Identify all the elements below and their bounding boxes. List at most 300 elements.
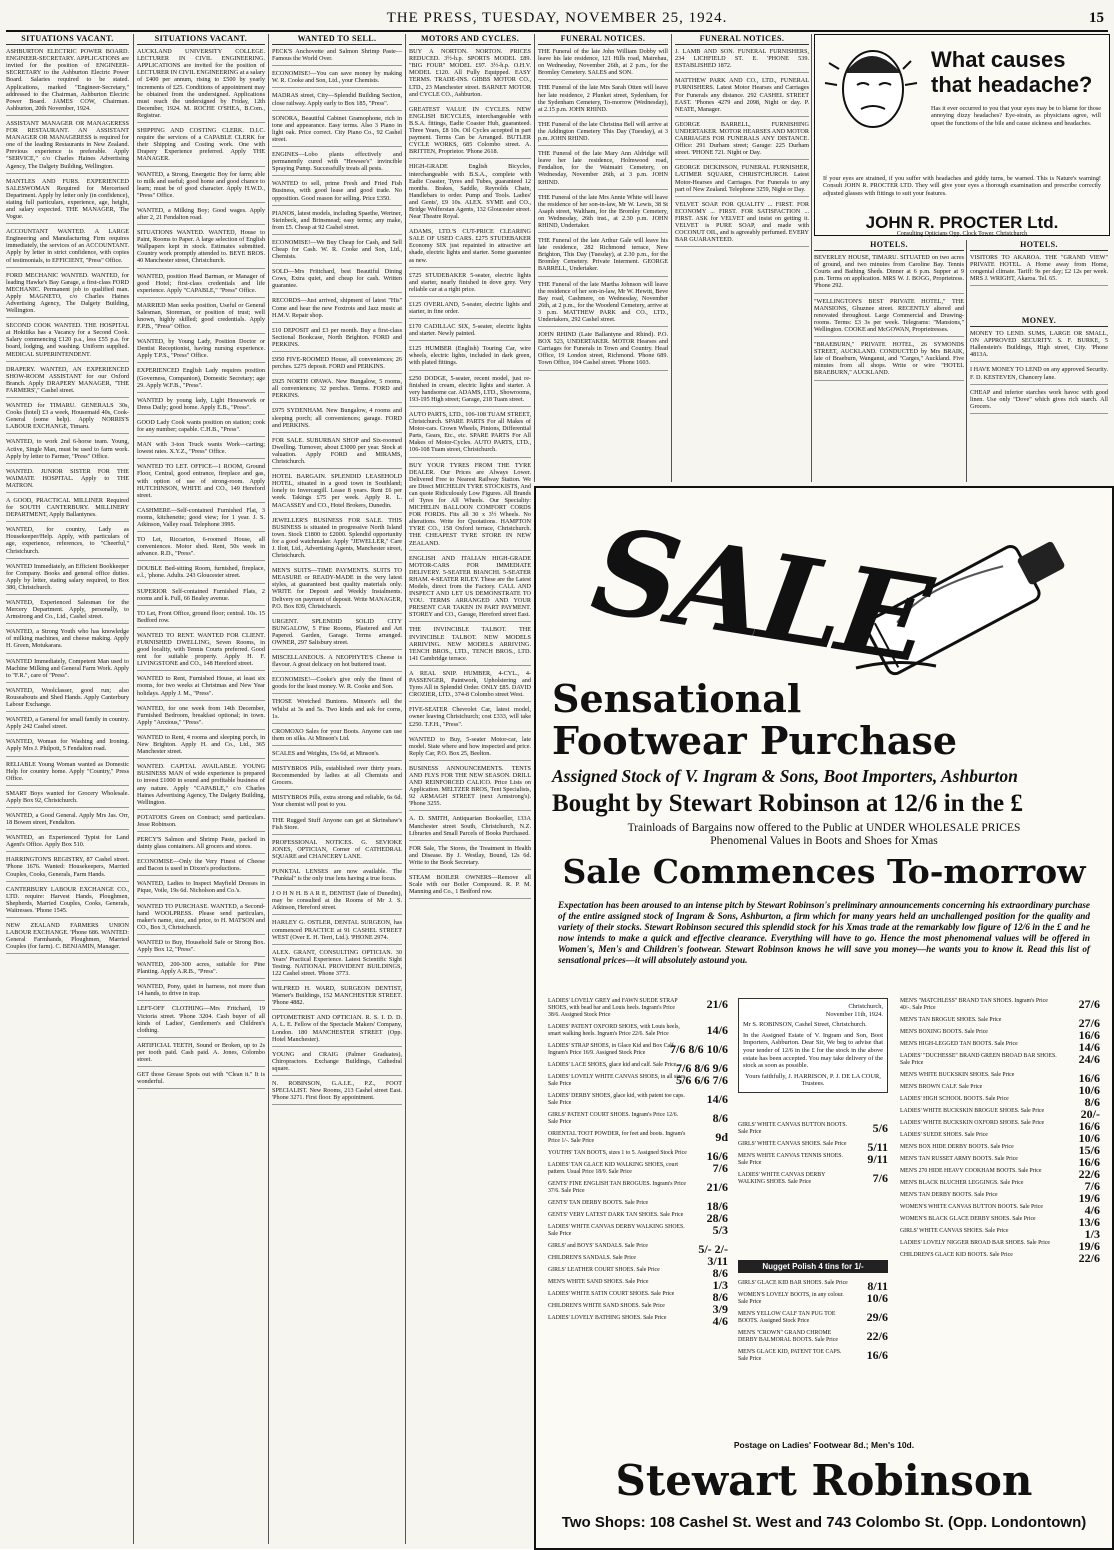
- item-price: 22/6: [1078, 1167, 1100, 1181]
- stewart-robinson-sale-ad: [534, 486, 1114, 1550]
- item-description: MEN'S GLACE KID, PATENT TOE CAPS. Sale Price: [738, 1349, 842, 1362]
- price-list-item: [900, 1053, 1100, 1067]
- letter-body: In the Assigned Estate of V. Ingram and Son, Boot Importers, Ashburton. Dear Sir, We beg to advise that your tender of 12/6 in the £ for the stock in the above estate has been accepted. You may take delivery of the stock as soon as possible.: [743, 1031, 883, 1070]
- sale-commences-heading: Sale Commences To-morrow: [562, 852, 1086, 891]
- classified-ad: NEW ZEALAND FARMERS UNION LABOUR EXCHANGE. 'Phone 686. WANTED: General Farmhands, Ploughmen, Married Couples (for farm). C. BENJAMIN, Manager.: [6, 922, 129, 954]
- classified-ad: ECONOMISE!—Cooke's give only the finest of goods for the least money. W. R. Cooke and Son.: [272, 676, 402, 694]
- price-list-item: [900, 1095, 1100, 1109]
- procter-address: Consulting Opticians Opp. Clock Tower, Christchurch: [896, 231, 1028, 237]
- item-description: LADIES' LACE SHOES, glace kid and calf. Sale Price: [548, 1062, 677, 1068]
- classified-ad: WANTED, Ladies to Inspect Mayfield Dresses in Pique, Voile, 19s 6d. Nicholson and Co.'s.: [137, 880, 265, 898]
- column-funeral-notices-1: [538, 34, 668, 480]
- item-description: GENTS' TAN DERBY BOOTS. Sale Price: [548, 1200, 649, 1206]
- column-heading: HOTELS.: [814, 240, 964, 251]
- item-description: LADIES' WHITE CANVAS DERBY WALKING SHOES. Sale Price: [548, 1224, 685, 1237]
- item-price: 16/6: [706, 1149, 728, 1163]
- classified-ad: ENGINES—Lobo plants effectively and permanently cured with "Hewsee's" invincible Spraying Pump. Successfully treats all pests.: [272, 151, 402, 176]
- item-description: LADIES' "DUCHESSE" BRAND GREEN BROAD BAR SHOES. Sale Price: [900, 1053, 1057, 1066]
- item-description: MEN'S "MATCHLESS" BRAND TAN SHOES. Ingram's Price 40/-. Sale Price: [900, 998, 1048, 1011]
- item-description: MEN'S BOX HIDE DERBY BOOTS. Sale Price: [900, 1144, 1014, 1150]
- item-description: LADIES' TAN GLACE KID WALKING SHOES, court pattern. Usual Price 18/9. Sale Price: [548, 1162, 678, 1175]
- item-price: 8/11: [867, 1279, 888, 1293]
- masthead-title: THE PRESS, TUESDAY, NOVEMBER 25, 1924.: [386, 10, 728, 26]
- column-rule: [811, 34, 812, 482]
- sale-headline: [552, 678, 957, 762]
- classified-list: [538, 48, 668, 370]
- column-heading: HOTELS.: [970, 240, 1108, 251]
- column-rule: [671, 34, 672, 482]
- price-list-item: [548, 1162, 728, 1176]
- item-price: 16/6: [1078, 1028, 1100, 1042]
- price-list-item: [900, 1167, 1100, 1181]
- trainloads-text: [536, 822, 1112, 848]
- item-price: 10/6: [1078, 1131, 1100, 1145]
- price-list-item: [548, 1266, 728, 1280]
- classified-ad: WANTED. JUNIOR SISTER FOR THE WAIMATE HOSPITAL. Apply to THE MATRON.: [6, 468, 129, 493]
- item-description: MEN'S YELLOW CALF TAN PUG TOE BOOTS. Assigned Stock Price: [738, 1311, 836, 1324]
- classified-ad: THE Funeral of the late Mary Ann Aldridge will leave her late residence, Holmwood road, Fendalton, for the Waimairi Cemetery, on Wednesday, November 26th, at 3 p.m. JOHN RHIND.: [538, 150, 668, 189]
- item-price: 4/6: [1084, 1203, 1100, 1217]
- price-list-middle: [738, 1122, 888, 1191]
- classified-ad: THOSE Wretched Bunions. Minson's sell the Whilst at 3s and 5s. Two kinds and ask for corns, 1s.: [272, 698, 402, 723]
- classified-ad: PUNKTAL LENSES are now available. The "Punktal" is the only true lens having a true focus.: [272, 868, 402, 886]
- classified-ad: ALEX. GRANT, CONSULTING OPTICIAN. 30 Years' Practical Experience. Latest Scientific Sight Testing. NATIONAL PROVIDENT BUILDINGS, 122 Cashel street. 'Phone 3773.: [272, 949, 402, 981]
- column-rule: [133, 34, 134, 1544]
- column-rule: [268, 34, 269, 1544]
- price-list-item: [900, 1227, 1100, 1241]
- classified-ad: PERCY'S Salmon and Shrimp Paste, packed in dainty glass containers. All grocers and stores.: [137, 836, 265, 854]
- classified-ad: WANTED TO RENT. WANTED FOR CLIENT. FURNISHED DWELLING, Seven Rooms, in good locality, with Tennis Courts preferred. Good rent for suitable property. Apply H. F. LIVINGSTONE and CO., 148 Hereford street.: [137, 632, 265, 671]
- price-list-item: [548, 1043, 728, 1057]
- classified-ad: WANTED for TIMARU. GENERALS 30s, Cooks (hotel) £3 a week, Housemaid 40s, Cook-General (some help). Apply NORRIS'S LABOUR EXCHANGE, Timaru.: [6, 402, 129, 434]
- item-description: LADIES' LOVELY GREY and FAWN SUEDE STRAP SHOES, with bead bar and Louis heels. Ingram's Price 38/6. Assigned Stock Price: [548, 998, 678, 1018]
- headache-headline: What causes that headache?: [931, 47, 1093, 97]
- item-description: LADIES' SUEDE SHOES. Sale Price: [900, 1132, 988, 1138]
- classified-list: [409, 48, 531, 899]
- classified-ad: WANTED to Rent, 4 rooms and sleeping porch, in New Brighton. Apply H. and Co., Ltd., 365 Manchester street.: [137, 734, 265, 759]
- item-price: 7/6: [712, 1161, 728, 1175]
- item-description: GIRLS' PATENT COURT SHOES. Ingram's Price 12/6. Sale Price: [548, 1112, 679, 1125]
- price-list-item: [548, 1254, 728, 1268]
- masthead: [6, 8, 1108, 32]
- price-list-item: [900, 998, 1100, 1012]
- item-price: 4/6: [712, 1314, 728, 1328]
- classified-ad: MADRAS street, City—Splendid Building Section, close railway. Apply early to Box 185, "Press".: [272, 92, 402, 110]
- price-list-item: [900, 1251, 1100, 1265]
- classified-ad: £10 DEPOSIT and £3 per month. Buy a first-class Sectional Bookcase, North Brighton. FORD and PERKINS.: [272, 327, 402, 352]
- classified-ad: ACCOUNTANT WANTED. A LARGE Engineering and Manufacturing Firm requires immediately, the services of an ACCOUNTANT. Apply by letter in strict confidence, with copies of testimonials, to EFFICIENT, "Press" Office.: [6, 228, 129, 267]
- classified-ad: POTATOES Green on Contract; send particulars. Jesse Robinson.: [137, 814, 265, 832]
- price-list-item: [548, 1302, 728, 1316]
- item-price: 5/6: [872, 1121, 888, 1135]
- classified-ad: GET those Grease Spots out with "Clean it." It is wonderful.: [137, 1071, 265, 1089]
- price-list-item: [738, 1153, 888, 1167]
- classified-ad: MAN with 3-ton Truck wants Work—carting; lowest rates. X.Y.Z., "Press" Office.: [137, 441, 265, 459]
- item-description: LADIES' HIGH SCHOOL BOOTS. Sale Price: [900, 1096, 1009, 1102]
- item-description: LADIES' LOVELY WHITE CANVAS SHOES, in all sizes. Sale Price: [548, 1074, 687, 1087]
- item-description: WOMEN'S LOVELY BOOTS, in any colour. Sale Price: [738, 1292, 844, 1305]
- classified-ad: MISTYBROS Pills, established over thirty years. Recommended by ladies at all Chemists and Grocers.: [272, 765, 402, 790]
- classified-ad: WANTED, a Milking Boy; Good wages. Apply after 2, 21 Fendalton road.: [137, 207, 265, 225]
- item-price: 16/6: [1078, 1119, 1100, 1133]
- item-description: GIRLS' WHITE CANVAS SHOES. Sale Price: [900, 1228, 1009, 1234]
- classified-list: [272, 48, 402, 1105]
- column-money: [970, 316, 1108, 482]
- price-list-item: [900, 1143, 1100, 1157]
- classified-ad: £125 OVERLAND, 5-seater, electric lights and starter, in fine order.: [409, 301, 531, 319]
- item-description: MEN'S BOXING BOOTS. Sale Price: [900, 1029, 988, 1035]
- column-rule: [966, 240, 967, 482]
- item-price: 21/6: [706, 1180, 728, 1194]
- classified-ad: £125 HUMBER (English) Touring Car, wire wheels, electric lights, included in dark green, with plated fittings.: [409, 345, 531, 370]
- item-description: MEN'S WHITE SAND SHOES. Sale Price: [548, 1279, 649, 1285]
- column-situations-vacant-1: [6, 34, 129, 1542]
- headache-face-illustration: [821, 43, 921, 135]
- item-price: 29/6: [866, 1310, 888, 1324]
- price-list-item: [900, 1119, 1100, 1133]
- classified-ad: WANTED, to work 2nd 6-horse team. Young, Active, Single Man, must be used to farm work. Apply by letter to Farmer, "Press" Office.: [6, 438, 129, 463]
- item-description: LADIES' WHITE BUCKSKIN BROGUE SHOES. Sale Price: [900, 1108, 1045, 1114]
- classified-list: [6, 48, 129, 954]
- item-price: 5/6 6/6 7/6: [675, 1073, 728, 1087]
- procter-firm-name: JOHN R. PROCTER Ltd.: [865, 213, 1059, 232]
- column-wanted-to-sell: [272, 34, 402, 1542]
- item-description: MEN'S WHITE BUCKSKIN SHOES. Sale Price: [900, 1072, 1015, 1078]
- item-description: MEN'S WHITE CANVAS TENNIS SHOES. Sale Price: [738, 1153, 843, 1166]
- price-list-left: [548, 998, 728, 1327]
- classified-list: [675, 48, 809, 247]
- item-description: MEN'S TAN BROGUE SHOES. Sale Price: [900, 1017, 1002, 1023]
- assigned-stock-line: Assigned Stock of V. Ingram & Sons, Boot Importers, Ashburton: [552, 766, 1018, 786]
- classified-ad: AUTO PARTS, LTD., 106-108 TUAM STREET, Christchurch. SPARE PARTS For all Makes of Motor-cars. Crown Wheels, Pinions, Differential Parts, Gears, Etc., etc. SPARE PARTS For All Makes of Motor-Cycles. AUTO PARTS, LTD., 106-108 Tuam street, Christchurch.: [409, 411, 531, 458]
- item-price: 8/6: [1084, 1095, 1100, 1109]
- stewart-robinson-name: Stewart Robinson: [615, 1456, 1033, 1505]
- classified-ad: FOR SALE. SUBURBAN SHOP and Six-roomed Dwelling. Turnover, about £3000 per year. Stock at valuation. Apply FORD and MIRAMS, Christchurch.: [272, 437, 402, 469]
- classified-ad: A. D. SMITH, Antiquarian Bookseller, 133A Manchester street South, Christchurch, N.Z. Libraries and Small Parcels of Books Purchased.: [409, 815, 531, 840]
- classified-ad: RECORDS—Just arrived, shipment of latest "His" Come and hear the new Foxtrots and Jazz music at H.M.V. Repair shop.: [272, 297, 402, 322]
- item-description: LADIES' DERBY SHOES, glace kid, with patent toe caps. Sale Price: [548, 1093, 685, 1106]
- classified-ad: SITUATIONS WANTED. WANTED, House to Paint, Rooms to Paper. A large selection of English Wallpapers kept in stock. Estimates submitted. Country work promptly attended to. BEYE BROS. 40 Manchester street, Christchurch.: [137, 229, 265, 268]
- price-list-item: [548, 998, 728, 1019]
- classified-ad: FOR Sale, The Stores, the Treatment in Health and Disease. By J. Westlay, Bound, 12s 6d. Write to the Book Secretary.: [409, 845, 531, 870]
- classified-ad: HARRINGTON'S REGISTRY, 87 Cashel street. 'Phone 1676. Wanted: Housekeepers, Married Couples, Cooks, Generals, Farm Hands.: [6, 856, 129, 881]
- item-description: WOMEN'S BLACK GLACE DERBY SHOES. Sale Price: [900, 1216, 1036, 1222]
- item-price: 7/6 8/6 10/6: [669, 1042, 728, 1056]
- column-heading: WANTED TO SELL.: [272, 34, 402, 45]
- item-price: 16/6: [1078, 1155, 1100, 1169]
- item-description: LADIES' WHITE SATIN COURT SHOES. Sale Price: [548, 1291, 675, 1297]
- classified-ad: MISCELLANEOUS. A NEOPHYTE'S Cheese is flavour. A great delicacy on hot buttered toast.: [272, 654, 402, 672]
- classified-ad: JEWELLER'S BUSINESS FOR SALE. THIS BUSINESS is situated in progressive North Island town. Stock £1800 to £2000. Splendid opportunity for a good watchmaker. Apply "JEWELLER," Care J. Ilott, Ltd., Advertising Agents, Manchester street, Christchurch.: [272, 517, 402, 564]
- headline-line-2: Footwear Purchase: [552, 718, 958, 763]
- price-list-item: [900, 1071, 1100, 1085]
- item-description: GIRLS' WHITE CANVAS BUTTON BOOTS. Sale Price: [738, 1122, 848, 1135]
- classified-ad: ADAMS, LTD.'S CUT-PRICE CLEARING SALE OF USED CARS. £275 STUDEBAKER Economy SIX just repainted in attractive art shade, electric lights and starter. Some guarantee as new.: [409, 228, 531, 267]
- classified-ad: HIGH-GRADE English Bicycles, interchangeable with B.S.A., complete with Eadie Coaster, Tyres and Tubes, guaranteed 12 months. Brakes, Saddle, Reynolds Chain, Handlebars to order. Pump and Tools. Ladies' and Gents', £9 10s. ALEX. SYME and CO., Bridge Wolferstan Agents, 132 Gloucester street. Near Theatre Royal.: [409, 163, 531, 224]
- classified-list: [970, 330, 1108, 414]
- item-description: GIRLS' LEATHER COURT SHOES. Sale Price: [548, 1267, 660, 1273]
- item-price: 20/-: [1080, 1107, 1100, 1121]
- column-rule: [405, 34, 406, 1544]
- price-list-item: [900, 1016, 1100, 1030]
- classified-ad: CASHMERE—Self-contained Furnished Flat, 3 rooms, kitchenette; good view; for 1 year. J. S. Atkinson, Valley road. Telephone 3995.: [137, 507, 265, 532]
- price-list-item: [738, 1279, 888, 1293]
- item-price: 5/- 2/-: [698, 1242, 728, 1256]
- item-description: LADIES' LOVELY NIGGER BROAD BAR SHOES. Sale Price: [900, 1240, 1050, 1246]
- item-description: GENTS' FINE ENGLISH TAN BROGUES. Ingram's Price 37/6. Sale Price: [548, 1181, 686, 1194]
- classified-ad: THE Funeral of the late Arthur Gale will leave his late residence, 282 Richmond terrace, New Brighton, This Day (Tuesday), at 2.30 p.m., for the Bromley Cemetery. Private Interment. GEORGE BARRELL, Undertaker.: [538, 237, 668, 276]
- classified-ad: "BRAEBURN," PRIVATE HOTEL, 26 SYMONDS STREET, AUCKLAND. CONDUCTED by Mrs BRAIK, late of Braeburn, Wanganui, and "Carges," Auckland. Five minutes from all shops. Write or wire "HOTEL BRAEBURN," AUCKLAND.: [814, 341, 964, 380]
- price-list-item: [548, 1131, 728, 1145]
- price-list-item: [900, 1131, 1100, 1145]
- classified-ad: ECONOMISE—Only the Very Finest of Cheese and Bacon is used in Dixon's productions.: [137, 858, 265, 876]
- phenomenal-line: Phenomenal Values in Boots and Shoes for Xmas: [710, 835, 938, 847]
- price-list-item: [900, 1203, 1100, 1217]
- shop-addresses: Two Shops: 108 Cashel St. West and 743 Colombo St. (Opp. Londontown): [561, 1514, 1087, 1531]
- classified-ad: ASSISTANT MANAGER OR MANAGERESS FOR RESTAURANT. AN ASSISTANT MANAGER OR MANAGERESS is required for one of the leading Restaurants in New Zealand. Previous experience is preferable. Apply "SERVICE," c/o Charles Haines Advertising Agency, The Dalgety Building, Wellington.: [6, 120, 129, 174]
- column-heading: FUNERAL NOTICES.: [675, 34, 809, 45]
- item-description: MEN'S BLACK BLUCHER LEGGINGS. Sale Price: [900, 1180, 1024, 1186]
- item-price: 15/6: [1078, 1143, 1100, 1157]
- classified-ad: A REAL SNIP. HUMBER, 4-CYL., 4-PASSENGER, Paintwork, Upholstering and Tyres All in Splendid Order. ONLY £85. DAVID CROZIER, LTD., 374-8 Colombo street West.: [409, 670, 531, 702]
- column-heading: MONEY.: [970, 316, 1108, 327]
- classified-ad: WANTED, a Strong, Energetic Boy for farm; able to milk and useful; good home and good chance to learn; must be of good character. Apply H.W.D., "Press" Office.: [137, 171, 265, 203]
- item-price: 8/6: [712, 1290, 728, 1304]
- classified-ad: EXPERIENCED English Lady requires position (Governess, Companion), Domestic Secretary; age 29. Apply W.F.B., "Press".: [137, 367, 265, 392]
- classified-ad: WANTED to sell, prime Fresh and Fried Fish Business, with good lease and good trade. No opposition. Good reason for selling. Price £350.: [272, 180, 402, 205]
- classified-ad: SHIPPING AND COSTING CLERK. D.I.C. require the services of a CAPABLE CLERK for their Shipping and Costing work. One with Drapery Experience preferred. Apply THE MANAGER.: [137, 127, 265, 166]
- classified-ad: GREATEST VALUE IN CYCLES. NEW ENGLISH BICYCLES, interchangeable with B.S.A. fittings, Eadie Coaster Hub, guaranteed. Three Years, £8 10s. Oil Cycles accepted in part payment. Terms Can be Arranged. BUTLER CYCLE WORKS, 685 Colombo street. A. BRITTEN, Proprietor. 'Phone 2618.: [409, 106, 531, 160]
- column-funeral-notices-2: [675, 34, 809, 480]
- classified-ad: WANTED Immediately, an Efficient Bookkeeper for Company. Books and general office duties. Apply by letter, stating salary required, to Box 380, Christchurch.: [6, 563, 129, 595]
- price-list-item: [548, 1290, 728, 1304]
- price-list-item: [548, 1061, 728, 1075]
- price-lists: [548, 998, 1100, 1426]
- column-heading: SITUATIONS VACANT.: [137, 34, 265, 45]
- classified-ad: WANTED, a Strong Youth who has knowledge of milking machines, and cheese making. Apply H. Green, Motukarara.: [6, 628, 129, 653]
- item-price: 13/6: [1078, 1215, 1100, 1229]
- classified-ad: £925 NORTH OPAWA. New Bungalow, 5 rooms, all conveniences; 32 perches. Terms. FORD and PERKINS.: [272, 378, 402, 403]
- classified-ad: SUPERIOR Self-contained Furnished Flats, 2 rooms and k. Full, 66 Bealey avenue.: [137, 588, 265, 606]
- item-description: LADIES' PATENT OXFORD SHOES, with Louis heels, smart walking heels. Ingram's Price 22/6. Sale Price: [548, 1024, 680, 1037]
- item-description: MEN'S HIGH-LEGGED TAN BOOTS. Sale Price: [900, 1041, 1018, 1047]
- classified-ad: £170 CADILLAC SIX, 5-seater, electric lights and starter. Newly painted.: [409, 323, 531, 341]
- classified-ad: £725 STUDEBAKER 5-seater, electric lights and starter, nearly finished in dove grey. Very reliable car at a right price.: [409, 272, 531, 297]
- letter-signature: Yours faithfully, J. HARRISON, P. J. DE LA COUR, Trustees.: [745, 1072, 881, 1088]
- classified-ad: STEAM BOILER OWNERS—Remove all Scale with our Boiler Compound. R. P. M. Manning and Co., 1 Bedford row.: [409, 874, 531, 899]
- classified-ad: SONORA, Beautiful Cabinet Gramophone, rich in tone and appearance. Easy terms. Also 3 Piano in light oak. Price correct. City Piano Co., 92 Cashel street.: [272, 115, 402, 147]
- procter-optician-ad: [814, 34, 1110, 236]
- item-price: 1/3: [1084, 1227, 1100, 1241]
- item-price: 19/6: [1078, 1239, 1100, 1253]
- item-description: WOMEN'S WHITE CANVAS BUTTON BOOTS. Sale Price: [900, 1204, 1043, 1210]
- item-price: 22/6: [866, 1329, 888, 1343]
- price-list-item: [548, 1024, 728, 1038]
- classified-ad: WANTED to Buy, Household Safe or Strong Box. Apply Box 12, "Press".: [137, 939, 265, 957]
- classified-ad: THE Rugged Stuff Anyone can get at Skrinshaw's Fish Store.: [272, 817, 402, 835]
- price-list-item: [738, 1311, 888, 1325]
- classified-ad: VELVET SOAP. FOR QUALITY ... FIRST. FOR ECONOMY ... FIRST. FOR SATISFACTION ... FIRST. ASK for VELVET and insist on getting it. VELVET is PURE SOAP, and made with COCONUT OIL, and is agreeably perfumed. EVERY BAR GUARANTEED.: [675, 201, 809, 248]
- classified-ad: SECOND COOK WANTED. THE HOSPITAL at Hokitika has a Vacancy for a Second Cook. Salary commencing £120 p.a., less £55 p.a. for board, lodging, and washing. Uniform supplied. MEDICAL SUPERINTENDENT.: [6, 322, 129, 361]
- price-list-item: [738, 1330, 888, 1344]
- item-price: 7/6 8/6 9/6: [675, 1061, 728, 1075]
- column-motors-and-cycles: [409, 34, 531, 1542]
- classified-ad: WANTED, a General for small family in country. Apply 242 Cashel street.: [6, 716, 129, 734]
- classified-ad: GEORGE DICKINSON, FUNERAL FURNISHER, LATIMER SQUARE, CHRISTCHURCH. Latest Motor-Hearses and Carriages. For Funerals to any part of New Zealand. Telephone 3259, Night or Day.: [675, 164, 809, 196]
- letter-date: November 11th, 1924.: [825, 1010, 883, 1018]
- item-description: CHILDREN'S WHITE SAND SHOES. Sale Price: [548, 1303, 665, 1309]
- classified-list: [137, 48, 265, 1089]
- classified-ad: THE Funeral of the late Mrs Annie White will leave the residence of her son-in-law, Mr W. Lewis, 38 St Asaph street, Waltham, for the Bromley Cemetery, on Wednesday, 26th inst., at 2.30 p.m. JOHN RHIND, Undertaker.: [538, 194, 668, 233]
- classified-ad: HOTEL BARGAIN. SPLENDID LEASEHOLD HOTEL, situated in a good town in Southland; lonely to Invercargill. Lease 8 years. Rent £6 per week. Takings £75 per week. Apply R. L. MACASSEY and CO., Hotel Brokers, Dunedin.: [272, 473, 402, 512]
- trainloads-line: Trainloads of Bargains now offered to the Public at UNDER WHOLESALE PRICES: [627, 822, 1021, 834]
- item-price: 10/6: [1078, 1083, 1100, 1097]
- classified-ad: TO Let, Riccarton, 6-roomed House, all conveniences. Motor shed. Rent, 50s week in advance. R.D., "Press".: [137, 536, 265, 561]
- price-list-item: [548, 1211, 728, 1225]
- item-price: 3/11: [707, 1254, 728, 1268]
- classified-ad: SCALES and Weights, 15s 6d, at Minson's.: [272, 750, 402, 761]
- classified-ad: A GOOD, PRACTICAL MILLINER Required for SOUTH CANTERBURY. MILLINERY DEPARTMENT, Apply Ballantynes.: [6, 497, 129, 522]
- classified-ad: MATTHEW PARK AND CO., LTD., FUNERAL FURNISHERS. Latest Motor Hearses and Carriages For Funerals any distance. 292 CASHEL STREET EAST. 'Phones 4279 and 2098, Night or day. P. NEATE, Manager.: [675, 77, 809, 116]
- classified-ad: WANTED, Woman for Washing and Ironing. Apply Mrs J. Philpott, 5 Fendalton road.: [6, 738, 129, 756]
- classified-ad: THE Funeral of the late John William Dobby will leave his late residence, 121 Hills road, Mairehau, on Wednesday, November 26th, at 2 p.m., for the Bromley Cemetery. SALES and SON.: [538, 48, 668, 80]
- classified-list: [814, 254, 964, 380]
- item-price: 28/6: [706, 1211, 728, 1225]
- item-price: 21/6: [706, 997, 728, 1011]
- classified-ad: ARTIFICIAL TEETH, Sound or Broken, up to 2s per tooth paid. Cash paid. A. Jones, Colombo street.: [137, 1042, 265, 1067]
- price-list-item: [548, 1181, 728, 1195]
- price-list-item: [900, 1028, 1100, 1042]
- item-price: 27/6: [1078, 1016, 1100, 1030]
- classified-ad: HARLEY G. OSTLER, DENTAL SURGEON, has commenced PRACTICE at 91 CASHEL STREET WEST (Over E. H. Terri, Ltd.). 'PHONE 2974.: [272, 919, 402, 944]
- classified-ad: I HAVE MONEY TO LEND on any approved Security. F. D. KESTEVEN, Chancery lane.: [970, 366, 1108, 384]
- item-price: 7/6: [872, 1171, 888, 1185]
- headache-body-2: If your eyes are strained, if you suffer with headaches and giddy turns, be warned. This is Nature's warning! Consult JOHN R. PROCTER LTD. They will give your eyes a thorough examination and prescribe correctly adjusted glasses with fittings to suit your features.: [823, 175, 1101, 197]
- classified-ad: WANTED to Buy, 5-seater Motor-car, late model. State where and how inspected and price. Reply Car, P.O. Box 25, Beelton.: [409, 736, 531, 761]
- item-description: ORIENTAL TOOT POWDER, for feet and boots. Ingram's Price 1/-. Sale Price: [548, 1131, 686, 1144]
- classified-ad: WANTED to Rent, Furnished House, at least six rooms, for two weeks at Christmas and New Year holidays. Apply J. M., "Press".: [137, 675, 265, 700]
- item-price: 3/9: [712, 1302, 728, 1316]
- sale-lettering: SALE: [584, 500, 936, 690]
- item-price: 8/6: [712, 1266, 728, 1280]
- classified-ad: FORD MECHANIC WANTED. WANTED, for leading Hawke's Bay Garage, a first-class FORD MECHANIC. Permanent job to qualified man. Apply MAGNETO, c/o Charles Haines Advertising Agency, The Dalgety Building, Wellington.: [6, 272, 129, 319]
- classified-ad: WANTED TO PURCHASE. WANTED, a Second-hand WOOLPRESS. Please send particulars, maker's name, size, and price, to H. MATSON and CO., Box 3, Christchurch.: [137, 903, 265, 935]
- classified-ad: WANTED, for one week from 14th December, Furnished Bedroom, breakfast optional; in town. Apply "Anxious," "Press".: [137, 705, 265, 730]
- price-list-item: [900, 1040, 1100, 1054]
- price-list-item: [548, 1149, 728, 1163]
- item-description: CHILDREN'S SANDALS. Sale Price: [548, 1255, 636, 1261]
- classified-ad: PECK'S Anchovette and Salmon Shrimp Paste—Famous the World Over.: [272, 48, 402, 66]
- classified-ad: N. ROBINSON, G.A.I.E., P.Z., FOOT SPECIALIST. New Rooms, 213 Cashel street East. 'Phone 3271. First floor. By appointment.: [272, 1080, 402, 1105]
- item-description: LADIES' WHITE BUCKSKIN OXFORD SHOES. Sale Price: [900, 1120, 1045, 1126]
- item-price: 9/11: [867, 1152, 888, 1166]
- item-description: MEN'S TAN RUSSET ARMY BOOTS. Sale Price: [900, 1156, 1018, 1162]
- classified-ad: WANTED by young lady, Light Housework or Dress Daily; good home. Apply E.B., "Press".: [137, 397, 265, 415]
- item-price: 5/11: [867, 1140, 888, 1154]
- column-hotels-2: [970, 240, 1108, 312]
- classified-ad: J. LAMB AND SON. FUNERAL FURNISHERS, 234 LICHFIELD ST. E. 'PHONE 539. ESTABLISHED 1872.: [675, 48, 809, 73]
- classified-ad: "WELLINGTON'S BEST PRIVATE HOTEL," THE MANSIONS, Ghuznee street. RECENTLY altered and renovated throughout. Large Commercial and Drawing-rooms. Terms: £3 3s per week. Telegrams: "Mansions," Wellington. COOKE and McGOWAN, Proprietresses.: [814, 298, 964, 337]
- classified-ad: URGENT. SPLENDID SOLID CITY BUNGALOW, 5 Fine Rooms, Plastered and Art Papered. Garden, Garage. Terms arranged. OWNER, 297 Salisbury street.: [272, 618, 402, 650]
- sale-blurb: Expectation has been aroused to an intense pitch by Stewart Robinson's preliminary announcements concerning his extraordinary purchase of the entire assigned stock of Ingram & Sons, Ashburton, a firm which for many years held an unchallenged position for the quality and variety of their stocks. Stewart Robinson secured this splendid stock for his Xmas trade at the remarkably low figure of 12/6 in the £ and he now intends to make a quick and effective clearance. Everything will have to go. Hence the most phenomenal values will be offered in Women's, Men's and Children's footwear. Stewart Robinson knows he will save you money—he wants you to know it. Read this list of sensational prices—it will absolutely astound you.: [558, 900, 1090, 965]
- classified-ad: THE Funeral of the late Mrs Sarah Otten will leave her late residence, 2 Plunket street, Sydenham, for the Sydenham Cemetery, To-morrow (Wednesday), at 2.15 p.m. JOHN RHIND.: [538, 84, 668, 116]
- classified-ad: WANTED, by Young Lady, Position Doctor or Dentist Receptionist, having nursing experience. Apply T.P.S., "Press" Office.: [137, 338, 265, 363]
- classified-ad: WANTED, Pony, quiet in harness, not more than 14 hands, to drive in trap.: [137, 983, 265, 1001]
- item-description: MEN'S BROWN CALF. Sale Price: [900, 1084, 983, 1090]
- price-list-item: [900, 1239, 1100, 1253]
- price-list-right: [900, 998, 1100, 1264]
- item-price: 5/3: [712, 1223, 728, 1237]
- item-description: GIRLS' GLACE KID BAR SHOES. Sale Price: [738, 1280, 848, 1286]
- price-list-item: [738, 1122, 888, 1136]
- price-list-item: [900, 1191, 1100, 1205]
- letter-place: Christchurch,: [848, 1003, 883, 1010]
- price-list-item: [548, 1242, 728, 1256]
- item-price: 14/6: [1078, 1040, 1100, 1054]
- item-price: 8/6: [712, 1111, 728, 1125]
- classified-ad: SMART Boys wanted for Grocery Wholesale. Apply Box 92, Christchurch.: [6, 790, 129, 808]
- column-hotels: [814, 240, 964, 480]
- price-list-item: [738, 1349, 888, 1363]
- letter-addressee: Mr S. ROBINSON, Cashel Street, Christchurch.: [743, 1021, 867, 1029]
- item-price: 10/6: [866, 1291, 888, 1305]
- item-price: 1/3: [712, 1278, 728, 1292]
- classified-ad: THE Funeral of the late Christina Bell will arrive at the Addington Cemetery This Day (Tuesday), at 3 p.m. JOHN RHIND.: [538, 121, 668, 146]
- item-price: 14/6: [706, 1023, 728, 1037]
- classified-ad: MISTYBROS Pills, extra strong and reliable, 6s 6d. Your chemist will post to you.: [272, 794, 402, 812]
- item-description: YOUTHS' TAN BOOTS, sizes 1 to 5. Assigned Stock Price: [548, 1150, 687, 1156]
- classified-ad: MARRIED Man seeks position, Useful or General Salesman, Storeman, or position of trust; well known, highly skilled; good credentials. Apply F.P.B., "Press" Office.: [137, 302, 265, 334]
- item-price: 16/6: [1078, 1071, 1100, 1085]
- classified-ad: PROFESSIONAL NOTICES. G. SEVIOKE JONES, OPTICIAN, Corner of CATHEDRAL SQUARE and CHANCERY LANE.: [272, 839, 402, 864]
- price-list-item: [548, 1093, 728, 1107]
- price-list-item: [548, 1278, 728, 1292]
- classified-ad: WANTED. CAPITAL AVAILABLE. YOUNG BUSINESS MAN of wide experience is prepared to invest £1000 in sound and profitable business of any nature. Apply "CAPABLE," c/o Charles Haines Advertising Agency, The Dalgety Building, Wellington.: [137, 763, 265, 810]
- classified-ad: WILFRED H. WARD, SURGEON DENTIST, Warner's Buildings, 152 MANCHESTER STREET. 'Phone 4882.: [272, 985, 402, 1010]
- classified-ad: CANTERBURY LABOUR EXCHANGE CO., LTD. require: Harvest Hands, Ploughmen, Shepherds, Married Couples, Cooks, Generals, Waitresses. 'Phone 1545.: [6, 886, 129, 918]
- classified-ad: LEFT-OFF CLOTHING—Mrs Fritchard, 19 Victoria street. 'Phone 3204. Cash buyer of all kinds of Ladies', Gentlemen's and Children's clothing.: [137, 1005, 265, 1037]
- column-situations-vacant-2: [137, 34, 265, 1542]
- price-list-item: [738, 1292, 888, 1306]
- price-list-item: [548, 1199, 728, 1213]
- column-rule: [534, 34, 535, 482]
- classified-ad: SOLD—Mrs Frittchard, best Beautiful Dining Cows, Extra quiet, and cheap for cash. Written guarantee.: [272, 268, 402, 293]
- column-heading: FUNERAL NOTICES.: [538, 34, 668, 45]
- classified-ad: VISITORS TO AKAROA. THE "GRAND VIEW" PRIVATE HOTEL. A Home away from Home, congenial climate. Tariff: 9s per day; £2 12s per week. MRS J. WRIGHT, Akaroa. Tel. 65.: [970, 254, 1108, 286]
- item-price: 19/6: [1078, 1191, 1100, 1205]
- classified-ad: WANTED, position Head Barman, or Manager of good Hotel; first-class credentials and life experience. Apply "CAPABLE," "Press" Office.: [137, 273, 265, 298]
- classified-ad: FIVE-SEATER Chevrolet Car, latest model, owner leaving Christchurch; cost £333, will take £250. T.F.H., "Press".: [409, 706, 531, 731]
- classified-ad: PIANOS, latest models, including Spaethe, Wertner, Steinbeck, and Brinsmead; easy terms; any make, from £5. Cheap at 92 Cashel street.: [272, 210, 402, 235]
- item-description: CHILDREN'S GLACE KID BOOTS. Sale Price: [900, 1252, 1013, 1258]
- classified-ad: WANTED TO LET. OFFICE—1 ROOM, Ground Floor, Central, good entrance, fireplace and gas, with option of use of strong-room. Apply HUTCHINSON, WHITE and CO., 149 Hereford street.: [137, 463, 265, 502]
- column-heading: SITUATIONS VACANT.: [6, 34, 129, 45]
- item-description: GIRLS' WHITE CANVAS SHOES. Sale Price: [738, 1141, 847, 1147]
- price-list-item: [548, 1112, 728, 1126]
- classified-ad: BUSINESS ANNOUNCEMENTS. TENTS AND FLYS FOR THE NEW SEASON. DRILL AND REINFORCED CALICO. Price Lists on Application. MELTZER BROS, Tent Specialists, 92 ARMAGH STREET (next Armstrong's). 'Phone 3255.: [409, 765, 531, 812]
- column-heading: MOTORS AND CYCLES.: [409, 34, 531, 45]
- price-list-item: [738, 1172, 888, 1186]
- item-description: LADIES' LOVELY BATHING SHOES. Sale Price: [548, 1315, 667, 1321]
- classified-ad: THE Funeral of the late Martha Johnson will leave the residence of her son-in-law, Mr W. Hewitt, Beve Bay road, Cashmere, on Wednesday, November 26th, at 2 p.m., for the Woodend Cemetery, arrive at 3 p.m. MATTHEW PARK and CO., LTD., Undertakers, 292 Cashel street.: [538, 281, 668, 328]
- classified-ad: WANTED, an Experienced Typist for Land Agent's Office. Apply Box 510.: [6, 834, 129, 852]
- classified-ad: THE INVINCIBLE TALBOT. THE INVINCIBLE TALBOT. NEW MODELS ARRIVING. NEW MODELS ARRIVING. TENCH BROS., LTD., TENCH BROS., LTD. 141 Cambridge terrace.: [409, 626, 531, 665]
- item-price: 22/6: [1078, 1251, 1100, 1265]
- item-description: MEN'S TAN DERBY BOOTS. Sale Price: [900, 1192, 998, 1198]
- classified-ad: WANTED, 200-300 acres, suitable for Pine Planting. Apply A.R.B., "Press".: [137, 961, 265, 979]
- classified-ad: ECONOMISE!—We Buy Cheap for Cash, and Sell Cheap for Cash. W. R. Cooke and Son, Ltd., Chemists.: [272, 239, 402, 264]
- classified-ad: MEN'S SUITS—TIME PAYMENTS. SUITS TO MEASURE or READY-MADE in the very latest styles, at guaranteed best quality materials only. WRITE for Deposit and Weekly Instalments. Delivery on payment of deposit. Write MANAGER, P.O. Box 839, Christchurch.: [272, 567, 402, 614]
